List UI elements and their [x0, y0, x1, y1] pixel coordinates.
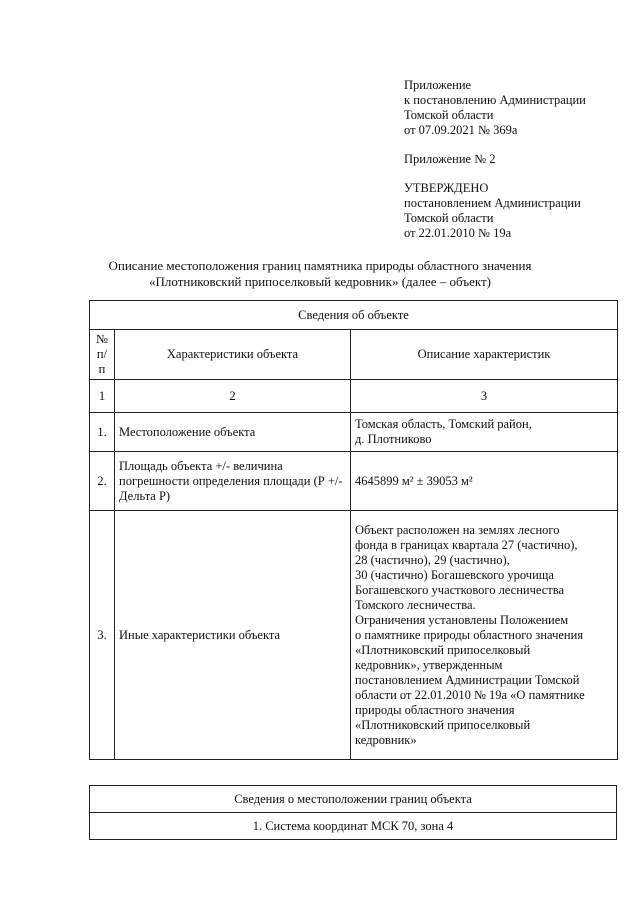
- row-number: 3.: [90, 511, 115, 760]
- description-line: о памятнике природы областного значения: [355, 627, 584, 642]
- table-row: [90, 413, 618, 452]
- title-line-1: Описание местоположения границ памятника природы областного значения: [108, 258, 532, 273]
- row-description: [351, 413, 618, 452]
- description-line: 30 (частично) Богашевского урочища: [355, 567, 554, 582]
- column-numbers-row: [90, 380, 618, 413]
- description-line: постановлением Администрации Томской: [355, 672, 580, 687]
- document-title: [0, 258, 640, 290]
- description-line: Богашевского участкового лесничества: [355, 582, 565, 597]
- header-number: № п/п: [90, 330, 115, 380]
- approved-line: от 22.01.2010 № 19а: [404, 226, 512, 240]
- row-description: [351, 452, 618, 511]
- description-line: кедровник»: [355, 732, 417, 747]
- appendix-line: от 07.09.2021 № 369а: [404, 123, 518, 137]
- row-number: 2.: [90, 452, 115, 511]
- table-row: [90, 813, 617, 840]
- table-caption: Сведения об объекте: [90, 301, 618, 330]
- object-info-table: [89, 300, 618, 760]
- description-line: «Плотниковский припоселковый: [355, 717, 531, 732]
- appendix-line: к постановлению Администрации: [404, 93, 586, 107]
- coordinate-system: 1. Система координат МСК 70, зона 4: [90, 813, 617, 840]
- description-line: области от 22.01.2010 № 19а «О памятнике: [355, 687, 585, 702]
- column-number: 3: [351, 380, 618, 413]
- appendix-line: Приложение: [404, 78, 472, 92]
- row-characteristic: Местоположение объекта: [115, 413, 351, 452]
- header-description: Описание характеристик: [351, 330, 618, 380]
- column-number: 1: [90, 380, 115, 413]
- description-line: Томская область, Томский район,: [355, 417, 532, 431]
- description-line: д. Плотниково: [355, 432, 432, 446]
- title-line-2: «Плотниковский припоселковый кедровник» (далее – объект): [149, 274, 491, 289]
- description-line: Ограничения установлены Положением: [355, 612, 569, 627]
- appendix-header: [404, 78, 634, 241]
- row-characteristic: Площадь объекта +/- величина погрешности определения площади (Р +/- Дельта Р): [115, 452, 351, 511]
- bounds-info-table: [89, 785, 617, 840]
- table-caption-row: [90, 301, 618, 330]
- description-line: природы областного значения: [355, 702, 515, 717]
- description-line: Объект расположен на землях лесного: [355, 522, 560, 537]
- row-description: [351, 511, 618, 760]
- appendix-line: Томской области: [404, 108, 494, 122]
- approved-line: УТВЕРЖДЕНО: [404, 181, 489, 195]
- description-line: кедровник», утвержденным: [355, 657, 503, 672]
- description-line: фонда в границах квартала 27 (частично),: [355, 537, 578, 552]
- column-number: 2: [115, 380, 351, 413]
- header-characteristics: Характеристики объекта: [115, 330, 351, 380]
- description-line: Томского лесничества.: [355, 597, 476, 612]
- approved-line: Томской области: [404, 211, 494, 225]
- table-caption-row: [90, 786, 617, 813]
- appendix-number: Приложение № 2: [404, 152, 496, 166]
- table-row: [90, 511, 618, 760]
- table-row: [90, 452, 618, 511]
- row-number: 1.: [90, 413, 115, 452]
- table-header-row: [90, 330, 618, 380]
- description-line: 28 (частично), 29 (частично),: [355, 552, 510, 567]
- row-characteristic: Иные характеристики объекта: [115, 511, 351, 760]
- bounds-caption: Сведения о местоположении границ объекта: [90, 786, 617, 813]
- description-line: 4645899 м² ± 39053 м²: [355, 473, 473, 488]
- description-line: «Плотниковский припоселковый: [355, 642, 531, 657]
- approved-line: постановлением Администрации: [404, 196, 581, 210]
